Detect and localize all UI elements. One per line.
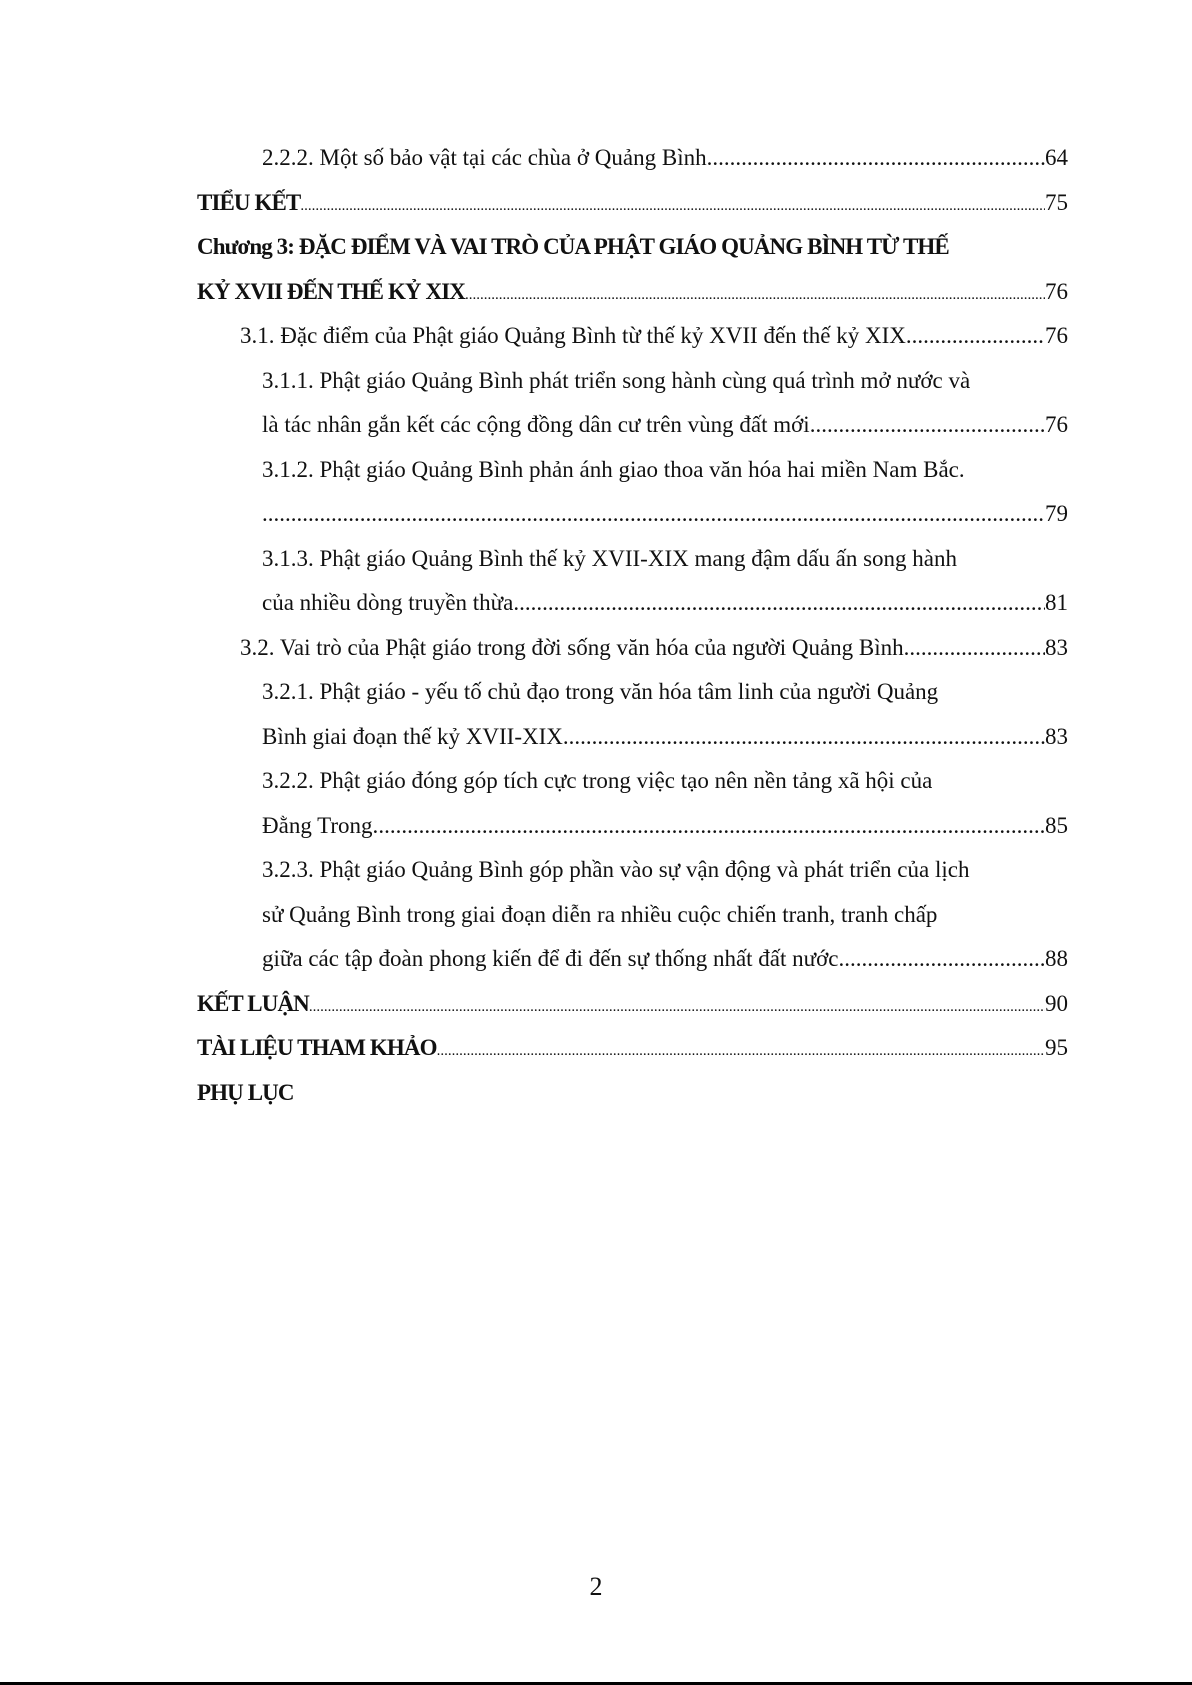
toc-page-number: 81	[1045, 590, 1068, 615]
toc-entry-3-2-3-line3[interactable]	[197, 937, 1068, 982]
toc-entry-title: 3.1.1. Phật giáo Quảng Bình phát triển song hành cùng quá trình mở nước và	[262, 367, 971, 393]
dot-leader	[815, 403, 1045, 448]
toc-entry-title: PHỤ LỤC	[197, 1079, 294, 1105]
toc-entry-title: 3.1. Đặc điểm của Phật giáo Quảng Bình từ thế kỷ XVII đến thế kỷ XIX.	[240, 323, 912, 348]
toc-entry-title: TIỂU KẾT	[197, 189, 301, 215]
toc-entry-title: 3.2.3. Phật giáo Quảng Bình góp phần vào sự vận động và phát triển của lịch	[262, 857, 970, 882]
dot-leader	[378, 804, 1045, 849]
toc-entry-title: Chương 3: ĐẶC ĐIỂM VÀ VAI TRÒ CỦA PHẬT GIÁO QUẢNG BÌNH TỪ THẾ	[197, 234, 949, 259]
dot-leader	[262, 492, 1045, 537]
toc-entry-title: 3.1.3. Phật giáo Quảng Bình thế kỷ XVII-XIX mang đậm dấu ấn song hành	[262, 545, 957, 571]
toc-entry-title: Đằng Trong.	[262, 812, 379, 838]
toc-entry-tai-lieu-tham-khao[interactable]	[197, 1026, 1068, 1071]
toc-page-number: 83	[1045, 723, 1068, 749]
toc-page-number: 95	[1045, 1035, 1068, 1060]
dot-leader	[912, 314, 1045, 359]
dot-leader	[309, 982, 1045, 1030]
toc-entry-title: 3.1.2. Phật giáo Quảng Bình phản ánh giao thoa văn hóa hai miền Nam Bắc.	[262, 456, 965, 482]
toc-entry-3-1-3-line2[interactable]	[197, 581, 1068, 626]
dot-leader	[569, 715, 1045, 760]
toc-entry-title: của nhiều dòng truyền thừa.	[262, 590, 520, 615]
toc-entry-ket-luan[interactable]	[197, 982, 1068, 1027]
toc-entry-title: Bình giai đoạn thế kỷ XVII-XIX.	[262, 723, 569, 749]
toc-entry-3-2-1-line1[interactable]	[197, 670, 1068, 715]
toc-entry-3-2-3-line1[interactable]	[197, 848, 1068, 893]
dot-leader	[465, 270, 1045, 318]
toc-page-number: 79	[1045, 501, 1068, 526]
dot-leader	[909, 626, 1045, 671]
dot-leader	[437, 1026, 1045, 1074]
toc-page-number: 88	[1045, 946, 1068, 971]
toc-page-number: 83	[1045, 634, 1068, 660]
toc-entry-title: 3.2.1. Phật giáo - yếu tố chủ đạo trong văn hóa tâm linh của người Quảng	[262, 679, 939, 704]
toc-entry-title: KỶ XVII ĐẾN THẾ KỶ XIX	[197, 278, 465, 304]
toc-entry-3-1-3-line1[interactable]	[197, 537, 1068, 582]
toc-page-number: 76	[1045, 412, 1068, 437]
toc-entry-2-2-2[interactable]	[197, 136, 1068, 181]
toc-entry-title: TÀI LIỆU THAM KHẢO	[197, 1035, 437, 1060]
toc-entry-3-2-2-line2[interactable]	[197, 804, 1068, 849]
toc-entry-title: là tác nhân gắn kết các cộng đồng dân cư trên vùng đất mới.	[262, 412, 816, 437]
toc-entry-tieu-ket[interactable]	[197, 181, 1068, 226]
toc-entry-3-1[interactable]	[197, 314, 1068, 359]
dot-leader	[712, 136, 1045, 181]
toc-entry-3-1-2-line1[interactable]	[197, 448, 1068, 493]
toc-page-number: 76	[1045, 323, 1068, 348]
toc-entry-3-1-2-line2[interactable]	[197, 492, 1068, 537]
toc-page-number: 75	[1045, 189, 1068, 215]
toc-entry-3-2-3-line2[interactable]	[197, 893, 1068, 938]
toc-page-number: 64	[1045, 145, 1068, 170]
toc-entry-3-2-2-line1[interactable]	[197, 759, 1068, 804]
toc-entry-3-2[interactable]	[197, 626, 1068, 671]
toc-entry-title: giữa các tập đoàn phong kiến để đi đến sự thống nhất đất nước.	[262, 946, 845, 971]
toc-page-number: 76	[1045, 278, 1068, 304]
page-number: 2	[589, 1572, 603, 1601]
toc-entry-title: KẾT LUẬN	[197, 990, 309, 1016]
table-of-contents	[197, 136, 1068, 1115]
dot-leader	[844, 937, 1045, 982]
toc-entry-phu-luc[interactable]	[197, 1071, 1068, 1116]
toc-entry-3-2-1-line2[interactable]	[197, 715, 1068, 760]
dot-leader	[300, 181, 1045, 229]
toc-entry-3-1-1-line1[interactable]	[197, 359, 1068, 404]
toc-entry-chapter-3-line1[interactable]	[197, 225, 1068, 270]
toc-entry-chapter-3-line2[interactable]	[197, 270, 1068, 315]
dot-leader	[519, 581, 1045, 626]
toc-entry-3-1-1-line2[interactable]	[197, 403, 1068, 448]
toc-page-number: 85	[1045, 812, 1068, 838]
toc-entry-title: 3.2. Vai trò của Phật giáo trong đời sống văn hóa của người Quảng Bình.	[240, 634, 910, 660]
toc-entry-title: 2.2.2. Một số bảo vật tại các chùa ở Quảng Bình.	[262, 145, 713, 170]
toc-entry-title: 3.2.2. Phật giáo đóng góp tích cực trong việc tạo nên nền tảng xã hội của	[262, 768, 933, 793]
toc-entry-title: sử Quảng Bình trong giai đoạn diễn ra nhiều cuộc chiến tranh, tranh chấp	[262, 901, 938, 927]
toc-page-number: 90	[1045, 990, 1068, 1016]
